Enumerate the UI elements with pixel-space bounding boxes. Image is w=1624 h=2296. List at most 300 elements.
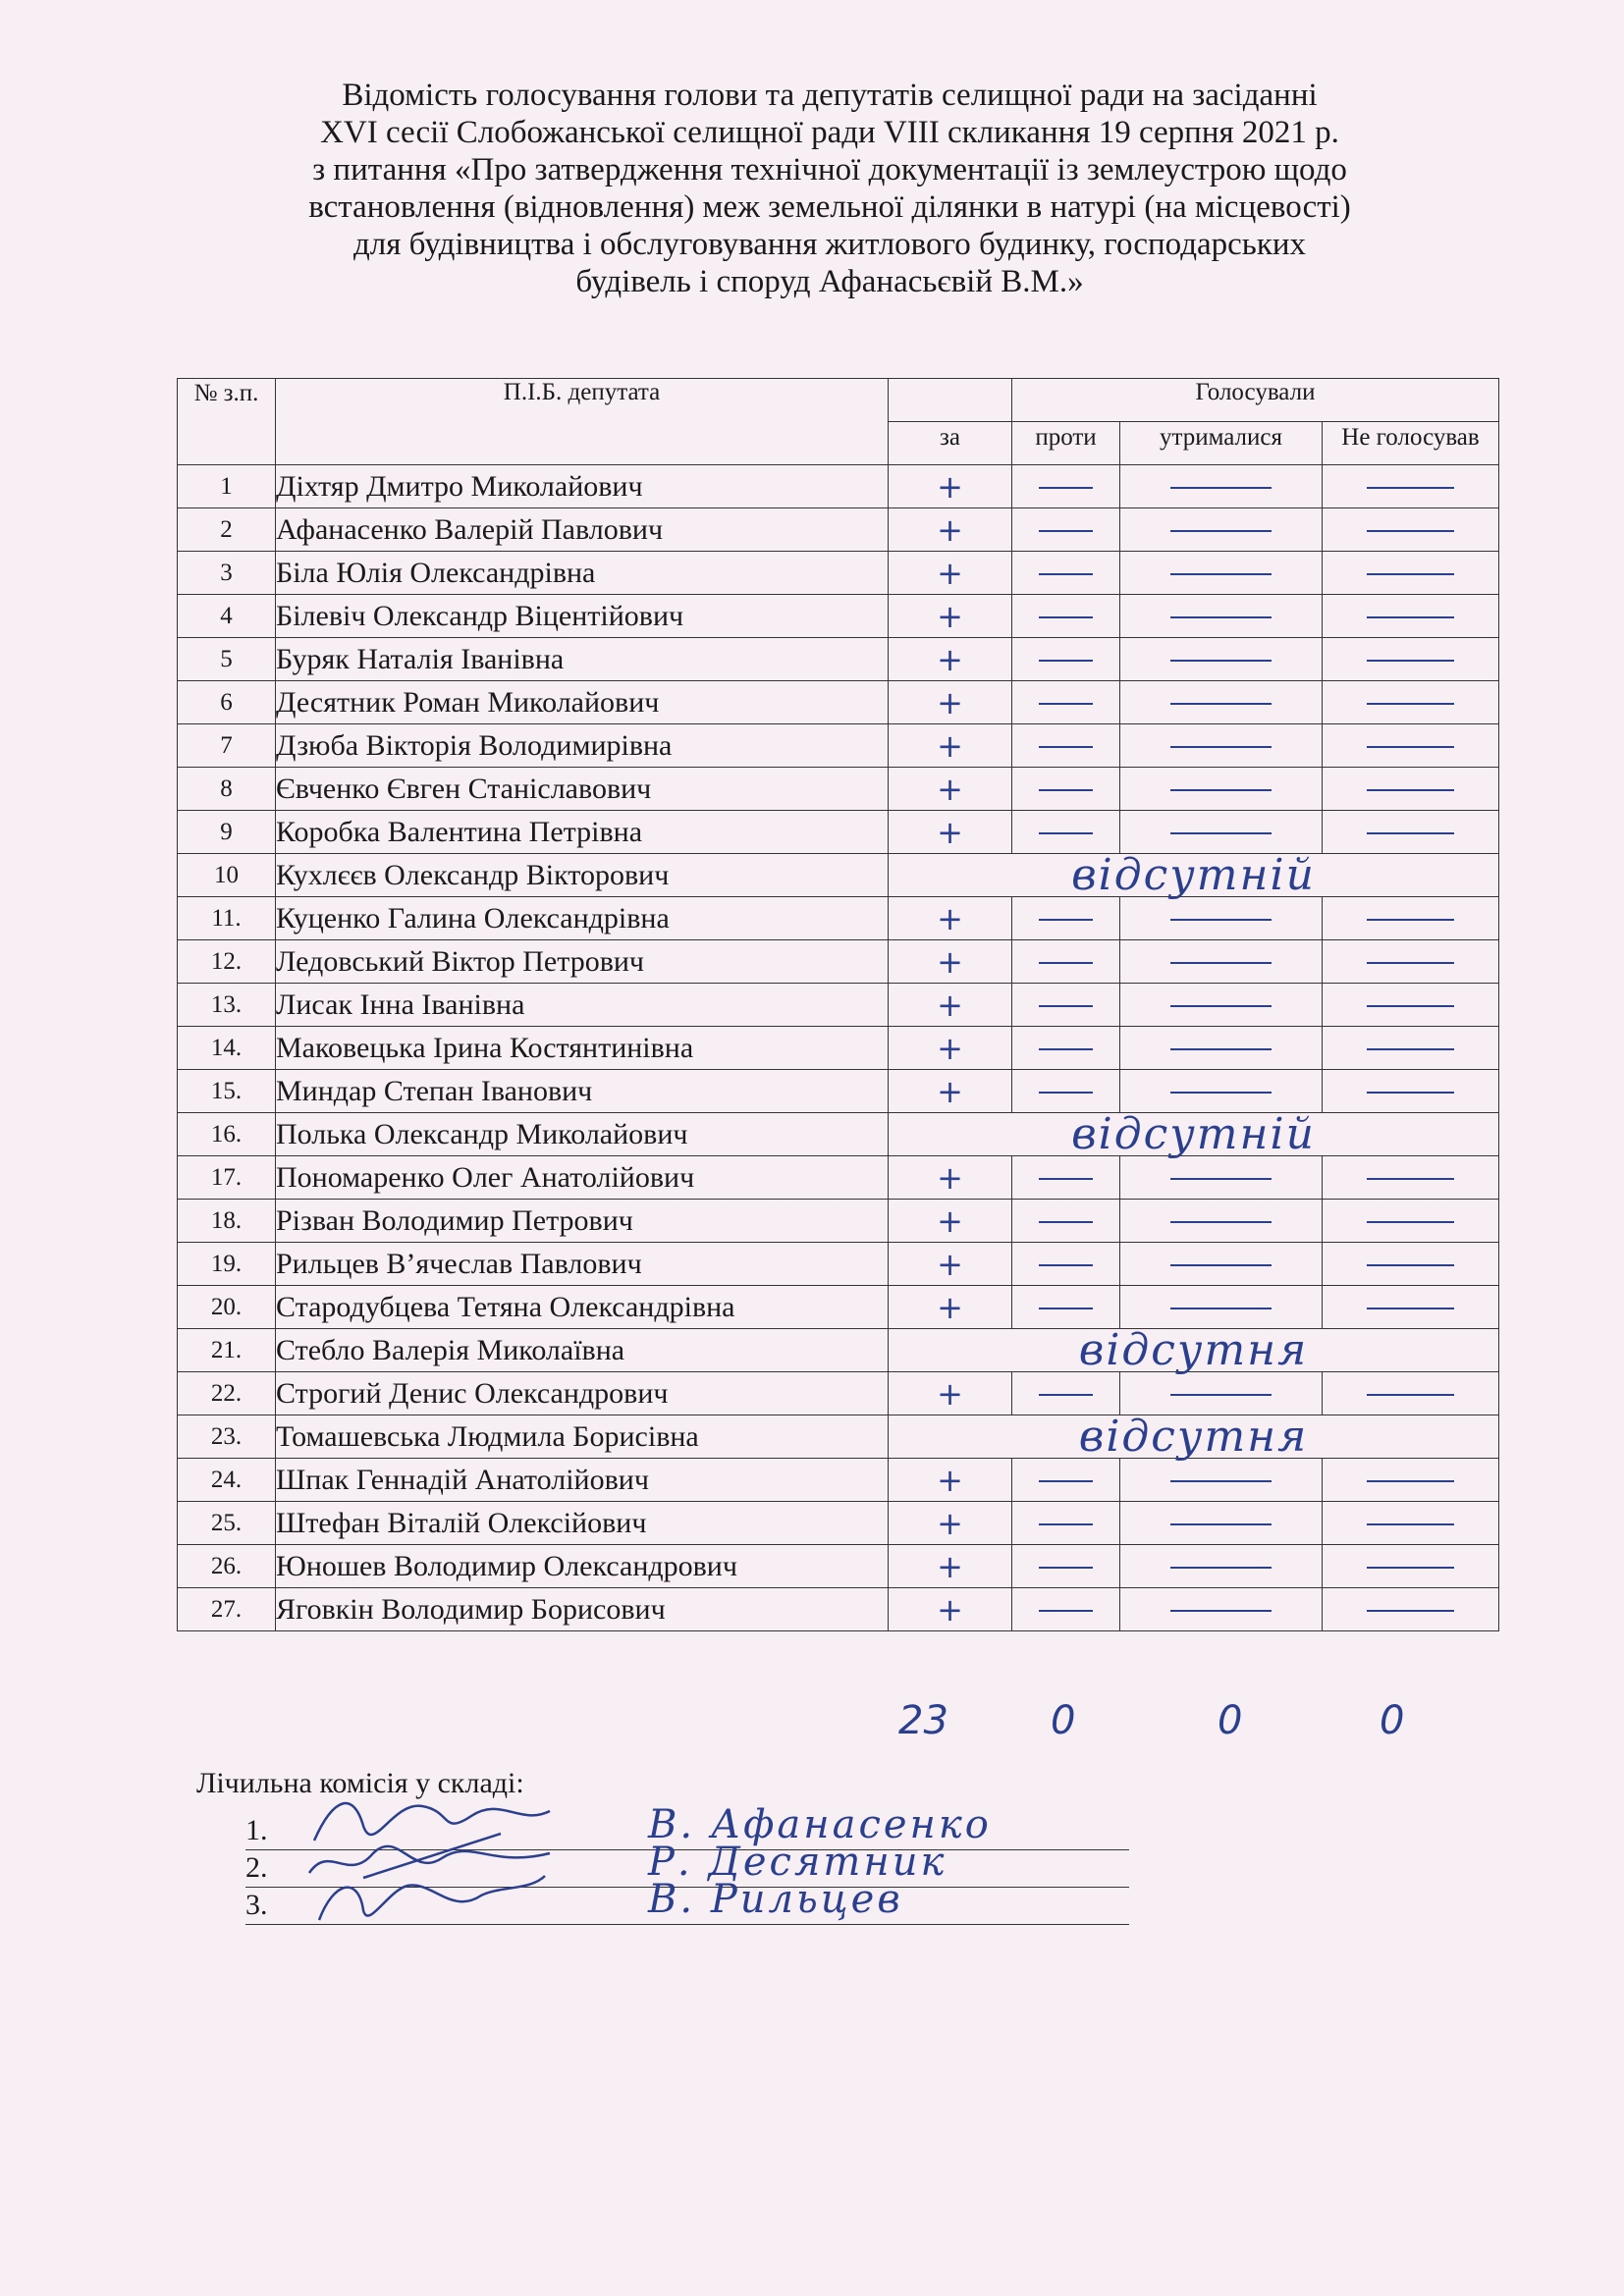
dash-mark	[1039, 703, 1093, 705]
title-line: встановлення (відновлення) меж земельної ділянки в натурі (на місцевості)	[308, 189, 1351, 225]
vote-not-voted-cell	[1323, 595, 1499, 638]
row-number: 4	[178, 595, 276, 638]
vote-against-cell	[1012, 1502, 1120, 1545]
vote-for-cell	[889, 1027, 1012, 1070]
plus-mark: +	[937, 1072, 963, 1110]
total-against: 0	[1051, 1698, 1076, 1743]
vote-against-cell	[1012, 1588, 1120, 1631]
deputy-name: Коробка Валентина Петрівна	[276, 811, 889, 854]
table-row	[178, 681, 1499, 724]
vote-abstained-cell	[1120, 1372, 1323, 1415]
vote-for-cell	[889, 1070, 1012, 1113]
dash-mark	[1039, 530, 1093, 532]
table-row	[178, 811, 1499, 854]
row-number: 25.	[178, 1502, 276, 1545]
vote-against-cell	[1012, 940, 1120, 984]
plus-mark: +	[937, 467, 963, 506]
deputy-name: Миндар Степан Іванович	[276, 1070, 889, 1113]
dash-mark	[1170, 703, 1272, 705]
vote-not-voted-cell	[1323, 1027, 1499, 1070]
deputy-name: Стародубцева Тетяна Олександрівна	[276, 1286, 889, 1329]
row-number: 5	[178, 638, 276, 681]
table-row	[178, 638, 1499, 681]
vote-for-cell	[889, 897, 1012, 940]
table-row	[178, 1286, 1499, 1329]
absent-note: відсутня	[1078, 1411, 1309, 1462]
vote-abstained-cell	[1120, 1027, 1323, 1070]
commission-label: Лічильна комісія у складі:	[196, 1767, 524, 1799]
header-number: № з.п.	[178, 379, 276, 465]
plus-mark: +	[937, 1288, 963, 1326]
dash-mark	[1367, 1480, 1455, 1482]
table-row	[178, 984, 1499, 1027]
absent-cell	[889, 1411, 1499, 1462]
member-number: 1.	[245, 1814, 268, 1846]
dash-mark	[1367, 703, 1455, 705]
row-number: 8	[178, 768, 276, 811]
vote-against-cell	[1012, 1286, 1120, 1329]
dash-mark	[1039, 1221, 1093, 1223]
dash-mark	[1170, 962, 1272, 964]
dash-mark	[1367, 1610, 1455, 1612]
dash-mark	[1039, 1264, 1093, 1266]
vote-abstained-cell	[1120, 768, 1323, 811]
vote-abstained-cell	[1120, 1070, 1323, 1113]
header-abstained: утрималися	[1120, 422, 1323, 465]
dash-mark	[1367, 573, 1455, 575]
dash-mark	[1367, 1308, 1455, 1309]
dash-mark	[1170, 1308, 1272, 1309]
header-voted: Голосували	[1012, 379, 1499, 422]
dash-mark	[1170, 1480, 1272, 1482]
dash-mark	[1039, 573, 1093, 575]
table-row	[178, 1545, 1499, 1588]
dash-mark	[1170, 1221, 1272, 1223]
row-number: 15.	[178, 1070, 276, 1113]
dash-mark	[1039, 1005, 1093, 1007]
deputy-name: Євченко Євген Станіславович	[276, 768, 889, 811]
plus-mark: +	[937, 899, 963, 937]
row-number: 14.	[178, 1027, 276, 1070]
row-number: 3	[178, 552, 276, 595]
dash-mark	[1367, 1567, 1455, 1569]
row-number: 26.	[178, 1545, 276, 1588]
title-line: Відомість голосування голови та депутатів селищної ради на засіданні	[342, 78, 1318, 113]
dash-mark	[1367, 1048, 1455, 1050]
vote-against-cell	[1012, 1156, 1120, 1200]
vote-for-cell	[889, 681, 1012, 724]
plus-mark: +	[937, 986, 963, 1024]
deputy-name: Буряк Наталія Іванівна	[276, 638, 889, 681]
vote-abstained-cell	[1120, 1459, 1323, 1502]
vote-abstained-cell	[1120, 897, 1323, 940]
vote-for-cell	[889, 1200, 1012, 1243]
voting-table	[177, 378, 1499, 1631]
dash-mark	[1170, 1178, 1272, 1180]
vote-against-cell	[1012, 1545, 1120, 1588]
table-row	[178, 768, 1499, 811]
vote-for-cell	[889, 595, 1012, 638]
deputy-name: Юношев Володимир Олександрович	[276, 1545, 889, 1588]
dash-mark	[1170, 1394, 1272, 1396]
dash-mark	[1367, 962, 1455, 964]
row-number: 9	[178, 811, 276, 854]
vote-against-cell	[1012, 1459, 1120, 1502]
dash-mark	[1039, 962, 1093, 964]
row-number: 11.	[178, 897, 276, 940]
vote-not-voted-cell	[1323, 1502, 1499, 1545]
dash-mark	[1039, 487, 1093, 489]
table-row	[178, 1243, 1499, 1286]
dash-mark	[1170, 1567, 1272, 1569]
deputy-name: Маковецька Ірина Костянтинівна	[276, 1027, 889, 1070]
vote-against-cell	[1012, 552, 1120, 595]
dash-mark	[1039, 1092, 1093, 1094]
absent-note: відсутня	[1078, 1324, 1309, 1375]
row-number: 24.	[178, 1459, 276, 1502]
vote-abstained-cell	[1120, 595, 1323, 638]
table-row	[178, 1113, 1499, 1156]
vote-not-voted-cell	[1323, 811, 1499, 854]
vote-against-cell	[1012, 1200, 1120, 1243]
vote-abstained-cell	[1120, 1156, 1323, 1200]
table-row	[178, 1200, 1499, 1243]
title-line: для будівництва і обслуговування житлового будинку, господарських	[352, 227, 1307, 262]
vote-abstained-cell	[1120, 465, 1323, 508]
vote-against-cell	[1012, 1372, 1120, 1415]
dash-mark	[1367, 789, 1455, 791]
vote-not-voted-cell	[1323, 1200, 1499, 1243]
deputy-name: Куценко Галина Олександрівна	[276, 897, 889, 940]
deputy-name: Різван Володимир Петрович	[276, 1200, 889, 1243]
plus-mark: +	[937, 1504, 963, 1542]
dash-mark	[1039, 1048, 1093, 1050]
absent-note: відсутній	[1071, 849, 1316, 900]
vote-for-cell	[889, 638, 1012, 681]
dash-mark	[1039, 1567, 1093, 1569]
table-row	[178, 1415, 1499, 1459]
plus-mark: +	[937, 1461, 963, 1499]
dash-mark	[1367, 1092, 1455, 1094]
row-number: 12.	[178, 940, 276, 984]
vote-abstained-cell	[1120, 724, 1323, 768]
plus-mark: +	[937, 770, 963, 808]
row-number: 10	[178, 854, 276, 897]
member-name: В. Афанасенко	[648, 1802, 992, 1847]
table-row	[178, 1459, 1499, 1502]
vote-for-cell	[889, 1545, 1012, 1588]
vote-for-cell	[889, 724, 1012, 768]
row-number: 17.	[178, 1156, 276, 1200]
header-not-voted: Не голосував	[1323, 422, 1499, 465]
dash-mark	[1367, 1178, 1455, 1180]
dash-mark	[1039, 660, 1093, 662]
plus-mark: +	[937, 1547, 963, 1585]
vote-against-cell	[1012, 724, 1120, 768]
deputy-name: Строгий Денис Олександрович	[276, 1372, 889, 1415]
plus-mark: +	[937, 1201, 963, 1240]
vote-for-cell	[889, 1459, 1012, 1502]
plus-mark: +	[937, 1029, 963, 1067]
absent-note: відсутній	[1071, 1108, 1316, 1159]
vote-abstained-cell	[1120, 1588, 1323, 1631]
dash-mark	[1170, 1048, 1272, 1050]
vote-for-cell	[889, 768, 1012, 811]
vote-not-voted-cell	[1323, 1545, 1499, 1588]
table-row	[178, 1502, 1499, 1545]
vote-not-voted-cell	[1323, 897, 1499, 940]
vote-abstained-cell	[1120, 1502, 1323, 1545]
row-number: 20.	[178, 1286, 276, 1329]
deputy-name: Білевіч Олександр Віцентійович	[276, 595, 889, 638]
table-row	[178, 1588, 1499, 1631]
vote-not-voted-cell	[1323, 1156, 1499, 1200]
dash-mark	[1039, 1523, 1093, 1525]
dash-mark	[1170, 1092, 1272, 1094]
vote-not-voted-cell	[1323, 984, 1499, 1027]
dash-mark	[1170, 789, 1272, 791]
total-for: 23	[898, 1698, 948, 1743]
plus-mark: +	[937, 554, 963, 592]
vote-for-cell	[889, 1156, 1012, 1200]
vote-against-cell	[1012, 1243, 1120, 1286]
vote-not-voted-cell	[1323, 1459, 1499, 1502]
table-row	[178, 1070, 1499, 1113]
header-blank	[889, 379, 1012, 422]
header-against: проти	[1012, 422, 1120, 465]
dash-mark	[1367, 1394, 1455, 1396]
dash-mark	[1367, 1221, 1455, 1223]
table-row	[178, 552, 1499, 595]
dash-mark	[1170, 616, 1272, 618]
absent-cell	[889, 849, 1499, 900]
vote-for-cell	[889, 552, 1012, 595]
dash-mark	[1170, 530, 1272, 532]
row-number: 22.	[178, 1372, 276, 1415]
row-number: 13.	[178, 984, 276, 1027]
vote-against-cell	[1012, 768, 1120, 811]
vote-not-voted-cell	[1323, 552, 1499, 595]
row-number: 2	[178, 508, 276, 552]
title-line: з питання «Про затвердження технічної документації із землеустрою щодо	[312, 152, 1347, 187]
row-number: 23.	[178, 1415, 276, 1459]
dash-mark	[1367, 746, 1455, 748]
deputy-name: Томашевська Людмила Борисівна	[276, 1415, 889, 1459]
vote-for-cell	[889, 1372, 1012, 1415]
dash-mark	[1367, 616, 1455, 618]
table-row	[178, 508, 1499, 552]
table-row	[178, 1027, 1499, 1070]
commission-member-line	[245, 1879, 1129, 1925]
deputy-name: Штефан Віталій Олексійович	[276, 1502, 889, 1545]
vote-not-voted-cell	[1323, 940, 1499, 984]
dash-mark	[1170, 746, 1272, 748]
table-row	[178, 897, 1499, 940]
vote-abstained-cell	[1120, 552, 1323, 595]
header-for: за	[889, 422, 1012, 465]
table-body	[178, 465, 1499, 1631]
deputy-name: Ледовський Віктор Петрович	[276, 940, 889, 984]
dash-mark	[1039, 832, 1093, 834]
vote-abstained-cell	[1120, 1286, 1323, 1329]
absent-cell	[889, 1324, 1499, 1375]
vote-against-cell	[1012, 811, 1120, 854]
vote-against-cell	[1012, 508, 1120, 552]
deputy-name: Десятник Роман Миколайович	[276, 681, 889, 724]
table-row	[178, 1372, 1499, 1415]
vote-abstained-cell	[1120, 1545, 1323, 1588]
dash-mark	[1039, 789, 1093, 791]
row-number: 1	[178, 465, 276, 508]
deputy-name: Лисак Інна Іванівна	[276, 984, 889, 1027]
dash-mark	[1039, 1394, 1093, 1396]
vote-abstained-cell	[1120, 1200, 1323, 1243]
dash-mark	[1367, 1005, 1455, 1007]
plus-mark: +	[937, 597, 963, 635]
vote-abstained-cell	[1120, 811, 1323, 854]
vote-for-cell	[889, 1286, 1012, 1329]
vote-for-cell	[889, 940, 1012, 984]
vote-against-cell	[1012, 897, 1120, 940]
dash-mark	[1170, 660, 1272, 662]
dash-mark	[1170, 487, 1272, 489]
dash-mark	[1367, 832, 1455, 834]
row-number: 16.	[178, 1113, 276, 1156]
vote-not-voted-cell	[1323, 1588, 1499, 1631]
vote-against-cell	[1012, 1027, 1120, 1070]
table-row	[178, 1156, 1499, 1200]
member-number: 2.	[245, 1851, 268, 1884]
plus-mark: +	[937, 726, 963, 765]
deputy-name: Рильцев В’ячеслав Павлович	[276, 1243, 889, 1286]
plus-mark: +	[937, 510, 963, 549]
vote-abstained-cell	[1120, 638, 1323, 681]
vote-against-cell	[1012, 681, 1120, 724]
deputy-name: Шпак Геннадій Анатолійович	[276, 1459, 889, 1502]
dash-mark	[1367, 1264, 1455, 1266]
table-row	[178, 854, 1499, 897]
vote-not-voted-cell	[1323, 1243, 1499, 1286]
plus-mark: +	[937, 942, 963, 981]
vote-not-voted-cell	[1323, 1286, 1499, 1329]
member-name: Р. Десятник	[648, 1840, 947, 1885]
total-not-voted: 0	[1380, 1698, 1405, 1743]
vote-abstained-cell	[1120, 984, 1323, 1027]
dash-mark	[1039, 1178, 1093, 1180]
vote-not-voted-cell	[1323, 1372, 1499, 1415]
dash-mark	[1367, 919, 1455, 921]
vote-against-cell	[1012, 1070, 1120, 1113]
deputy-name: Стебло Валерія Миколаївна	[276, 1329, 889, 1372]
table-row	[178, 940, 1499, 984]
row-number: 6	[178, 681, 276, 724]
vote-against-cell	[1012, 595, 1120, 638]
vote-not-voted-cell	[1323, 638, 1499, 681]
row-number: 27.	[178, 1588, 276, 1631]
table-row	[178, 465, 1499, 508]
dash-mark	[1170, 919, 1272, 921]
dash-mark	[1039, 1610, 1093, 1612]
vote-not-voted-cell	[1323, 465, 1499, 508]
vote-abstained-cell	[1120, 681, 1323, 724]
plus-mark: +	[937, 683, 963, 721]
deputy-name: Діхтяр Дмитро Миколайович	[276, 465, 889, 508]
member-name: В. Рильцев	[648, 1877, 903, 1922]
vote-against-cell	[1012, 984, 1120, 1027]
vote-for-cell	[889, 984, 1012, 1027]
dash-mark	[1170, 1005, 1272, 1007]
title-line: XVI сесії Слобожанської селищної ради VIII скликання 19 серпня 2021 р.	[320, 115, 1339, 150]
absent-cell	[889, 1108, 1499, 1159]
table-row	[178, 595, 1499, 638]
vote-not-voted-cell	[1323, 1070, 1499, 1113]
dash-mark	[1039, 616, 1093, 618]
dash-mark	[1039, 1308, 1093, 1309]
row-number: 18.	[178, 1200, 276, 1243]
vote-against-cell	[1012, 638, 1120, 681]
vote-not-voted-cell	[1323, 681, 1499, 724]
table-row	[178, 724, 1499, 768]
deputy-name: Яговкін Володимир Борисович	[276, 1588, 889, 1631]
vote-abstained-cell	[1120, 508, 1323, 552]
vote-for-cell	[889, 465, 1012, 508]
title-line: будівель і споруд Афанасьєвій В.М.»	[575, 264, 1084, 299]
vote-for-cell	[889, 811, 1012, 854]
plus-mark: +	[937, 813, 963, 851]
header-deputy-name: П.І.Б. депутата	[276, 379, 889, 465]
vote-for-cell	[889, 508, 1012, 552]
deputy-name: Полька Олександр Миколайович	[276, 1113, 889, 1156]
vote-not-voted-cell	[1323, 508, 1499, 552]
vote-for-cell	[889, 1588, 1012, 1631]
dash-mark	[1039, 1480, 1093, 1482]
vote-not-voted-cell	[1323, 724, 1499, 768]
document-title	[167, 77, 1492, 300]
signature-image	[304, 1861, 560, 1930]
row-number: 21.	[178, 1329, 276, 1372]
row-number: 19.	[178, 1243, 276, 1286]
plus-mark: +	[937, 640, 963, 678]
member-number: 3.	[245, 1889, 268, 1921]
dash-mark	[1367, 530, 1455, 532]
dash-mark	[1170, 573, 1272, 575]
plus-mark: +	[937, 1374, 963, 1413]
deputy-name: Афанасенко Валерій Павлович	[276, 508, 889, 552]
vote-for-cell	[889, 1502, 1012, 1545]
dash-mark	[1170, 1264, 1272, 1266]
dash-mark	[1039, 919, 1093, 921]
vote-not-voted-cell	[1323, 768, 1499, 811]
vote-abstained-cell	[1120, 1243, 1323, 1286]
total-abstained: 0	[1218, 1698, 1243, 1743]
dash-mark	[1170, 1523, 1272, 1525]
plus-mark: +	[937, 1158, 963, 1197]
deputy-name: Кухлєєв Олександр Вікторович	[276, 854, 889, 897]
dash-mark	[1170, 1610, 1272, 1612]
deputy-name: Пономаренко Олег Анатолійович	[276, 1156, 889, 1200]
dash-mark	[1367, 1523, 1455, 1525]
table-row	[178, 1329, 1499, 1372]
row-number: 7	[178, 724, 276, 768]
vote-abstained-cell	[1120, 940, 1323, 984]
dash-mark	[1367, 660, 1455, 662]
plus-mark: +	[937, 1245, 963, 1283]
vote-totals	[879, 1698, 1488, 1757]
vote-against-cell	[1012, 465, 1120, 508]
dash-mark	[1039, 746, 1093, 748]
dash-mark	[1367, 487, 1455, 489]
deputy-name: Дзюба Вікторія Володимирівна	[276, 724, 889, 768]
